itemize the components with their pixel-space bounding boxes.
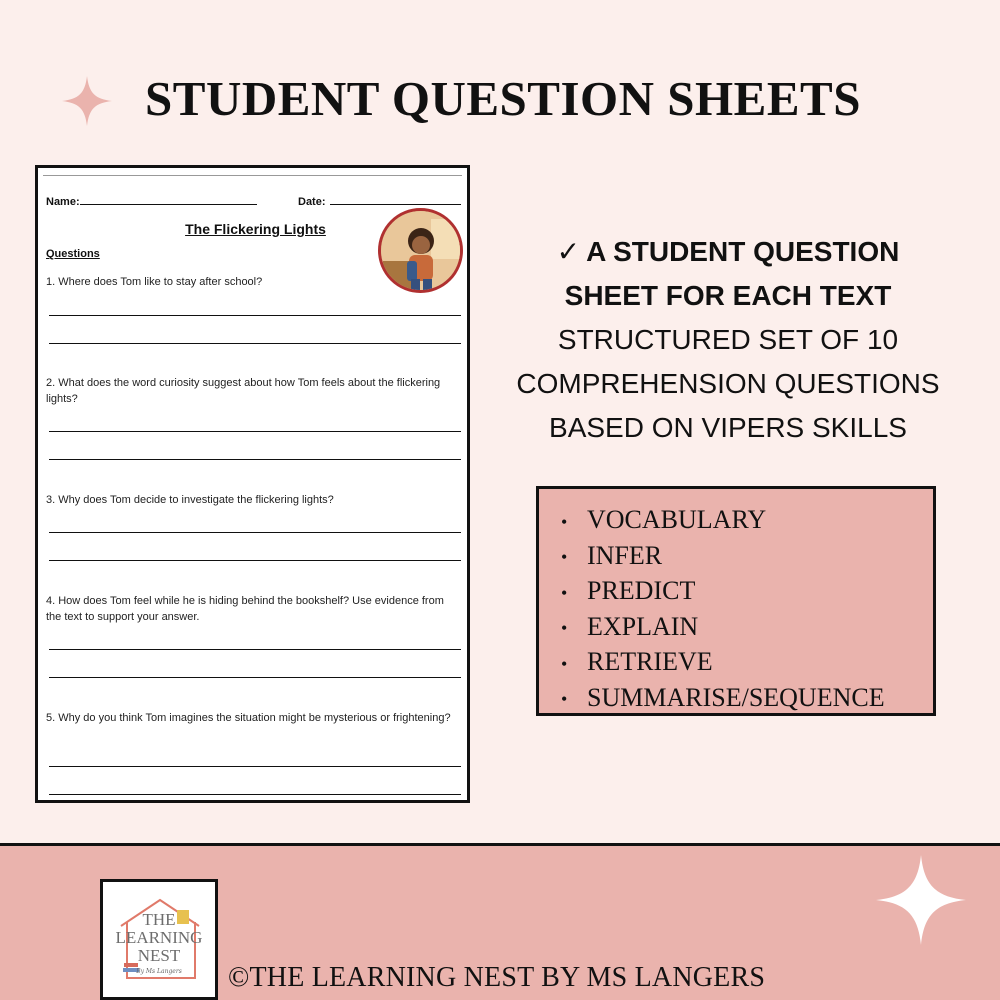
features-list: [478, 230, 978, 450]
answer-line: [49, 315, 461, 316]
list-item: • VOCABULARY: [561, 503, 885, 539]
date-field: [298, 196, 461, 208]
feature-line-2: SHEET FOR EACH TEXT: [564, 280, 892, 311]
question-2: 2. What does the word curiosity suggest about how Tom feels about the flickering lights?: [46, 377, 441, 405]
answer-line: [49, 431, 461, 432]
question-5: 5. Why do you think Tom imagines the situation might be mysterious or frightening?: [46, 712, 451, 724]
answer-line: [49, 343, 461, 344]
bullet-icon: •: [561, 511, 568, 532]
feature-line-4: COMPREHENSION QUESTIONS: [516, 368, 940, 399]
worksheet-preview: [35, 165, 470, 803]
answer-line: [49, 794, 461, 795]
feature-line-1: ✓ A STUDENT QUESTION: [556, 236, 900, 267]
date-label: Date:: [298, 196, 326, 208]
answer-line: [49, 677, 461, 678]
list-item: • SUMMARISE/SEQUENCE: [561, 681, 885, 717]
logo-line-1: THE: [142, 910, 176, 929]
page-title: STUDENT QUESTION SHEETS: [145, 71, 861, 126]
logo-line-3: NEST: [137, 946, 181, 965]
questions-heading: Questions: [46, 248, 100, 260]
question-3: 3. Why does Tom decide to investigate the flickering lights?: [46, 494, 334, 506]
feature-line-5: BASED ON VIPERS SKILLS: [549, 412, 907, 443]
question-1: 1. Where does Tom like to stay after school?: [46, 276, 263, 288]
name-label: Name:: [46, 196, 80, 208]
divider: [43, 175, 462, 176]
bullet-icon: •: [561, 582, 568, 603]
answer-line: [49, 766, 461, 767]
answer-line: [49, 649, 461, 650]
checkmark-icon: ✓: [556, 236, 581, 267]
bullet-icon: •: [561, 547, 568, 568]
name-field: [46, 196, 257, 208]
logo: [100, 879, 218, 1000]
list-item: • RETRIEVE: [561, 645, 885, 681]
answer-line: [49, 532, 461, 533]
feature-line-3: STRUCTURED SET OF 10: [557, 324, 899, 355]
sparkle-icon: [876, 855, 966, 945]
copyright-text: ©THE LEARNING NEST BY MS LANGERS: [228, 962, 766, 993]
logo-line-2: LEARNING: [115, 928, 203, 947]
answer-line: [49, 560, 461, 561]
bullet-icon: •: [561, 618, 568, 639]
answer-line: [49, 459, 461, 460]
list-item: • PREDICT: [561, 574, 885, 610]
bullet-icon: •: [561, 653, 568, 674]
bullet-icon: •: [561, 689, 568, 710]
skills-list: [561, 503, 885, 716]
logo-byline: By Ms Langers: [136, 968, 182, 975]
worksheet-title: The Flickering Lights: [185, 221, 326, 237]
skills-box: [536, 486, 936, 716]
list-item: • EXPLAIN: [561, 610, 885, 646]
list-item: • INFER: [561, 539, 885, 575]
question-4: 4. How does Tom feel while he is hiding behind the bookshelf? Use evidence from the text to support your answer.: [46, 595, 444, 623]
